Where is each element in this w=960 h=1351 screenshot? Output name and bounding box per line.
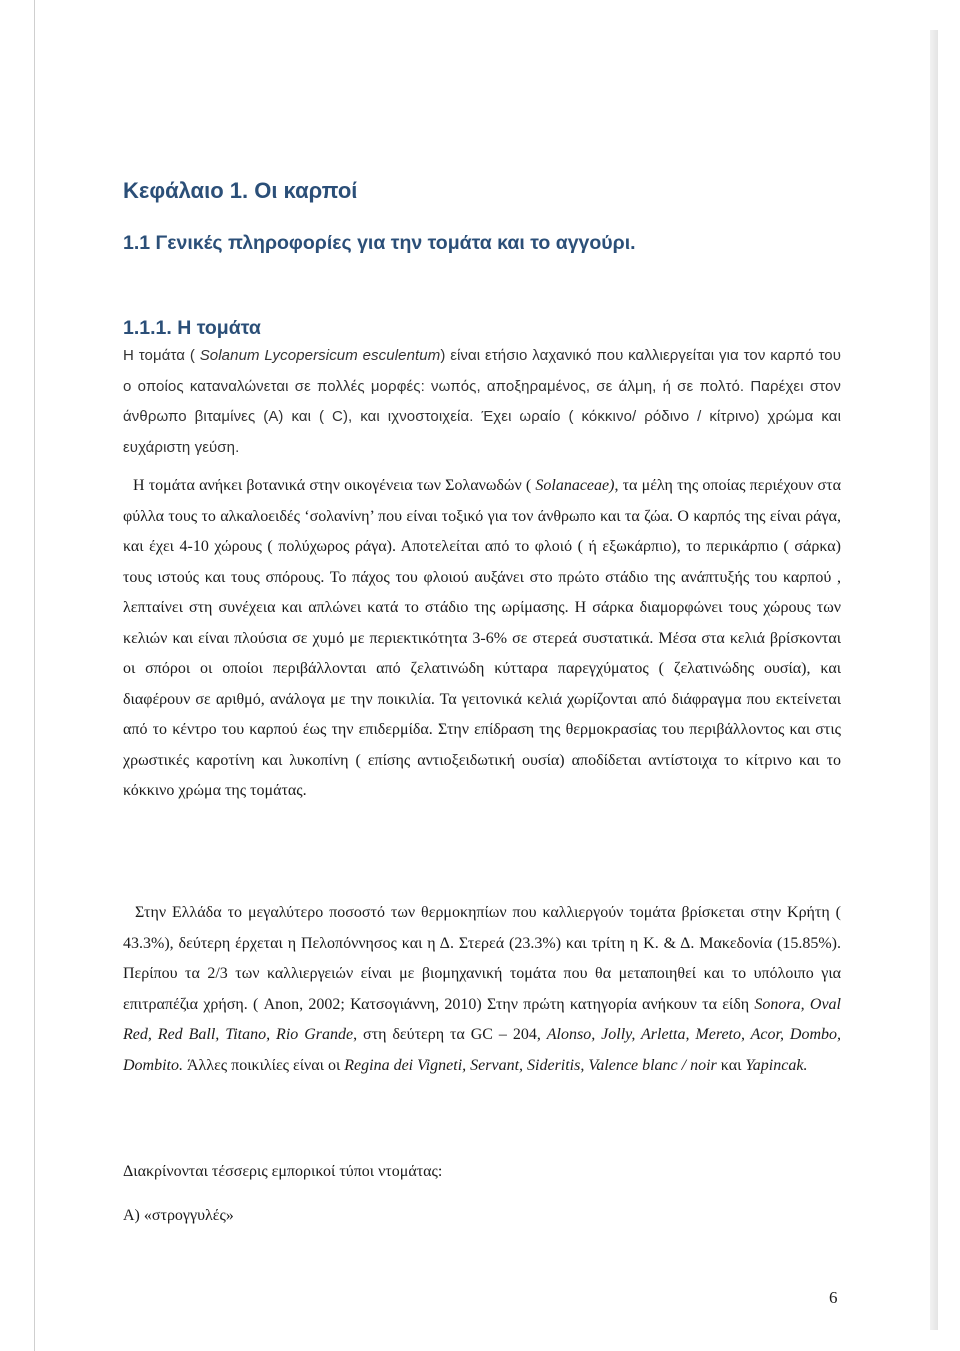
varieties-first: Sonora, Oval Red, Red Ball, Titano, Rio Grande <box>123 995 841 1043</box>
paragraph-tomato-intro <box>123 341 841 463</box>
text-run: και <box>716 1056 746 1074</box>
paragraph-greece-production <box>123 898 841 1081</box>
paragraph-commercial-types: Διακρίνονται τέσσερις εμπορικοί τύποι ντομάτας: <box>123 1163 443 1180</box>
text-run: ) είναι ετήσιο λαχανικό που καλλιεργείται για τον καρπό του ο οποίος καταναλώνεται σε πολλές μορφές: νωπός, αποξηραμένος, σε άλμη, ή σε πολτό. Παρέχει στον άνθρωπο βιταμίνες (Α) και ( C), και ιχνοστοιχεία. Έχει ωραίο ( κόκκινο/ ρόδινο / κίτρινο) χρώμα και ευχάριστη γεύση. <box>123 347 842 456</box>
page-right-edge <box>930 30 938 1330</box>
varieties-other: Regina dei Vigneti, Servant, Sideritis, Valence blanc / noir <box>344 1056 717 1074</box>
latin-name: Solanum Lycopersicum esculentum <box>199 347 441 364</box>
subsection-title: 1.1.1. Η τομάτα <box>123 317 261 339</box>
section-title: 1.1 Γενικές πληροφορίες για την τομάτα και το αγγούρι. <box>123 232 636 254</box>
text-run: , στη δεύτερη τα GC – 204, <box>353 1026 547 1043</box>
paragraph-botany <box>123 471 841 807</box>
variety-yapincak: Yapincak. <box>745 1056 808 1074</box>
text-run: Η τομάτα ( <box>123 347 200 364</box>
text-run: , τα μέλη της οποίας περιέχουν στα φύλλα τους το αλκαλοειδές ‘σολανίνη’ που είναι τοξικό για τον άνθρωπο και τα ζώα. Ο καρπός της είναι ράγα, και έχει 4-10 χώρους ( πολύχωρος ράγα). Αποτελείται από το φλοιό ( ή εξωκάρπιο), το περικάρπιο ( σάρκα) τους ιστούς και τους σπόρους. Το πάχος του φλοιού αυξάνει στο πρώτο στάδιο της ανάπτυξής του καρπού , λεπταίνει στη συνέχεια και απλώνει κατά το στάδιο της ωρίμασης. Η σάρκα διαμορφώνει τους χώρους των κελιών και είναι πλούσια σε χυμό με περιεκτικότητα 3-6% σε στερεά συστατικά. Μέσα στα κελιά βρίσκονται οι σπόροι οι οποίοι περιβάλλονται από ζελατινώδη κύτταρα παρεγχύματος ( ζελατινώδης ουσία), και διαφέρουν σε αριθμό, ανάλογα με την ποικιλία. Τα γειτονικά κελιά χωρίζονται από διάφραγμα που εκτείνεται από το κέντρο του καρπού έως την επιδερμίδα. Στην επίδραση της θερμοκρασίας του περιβάλλοντος και στις χρωστικές καροτίνη και λυκοπίνη ( επίσης αντιοξειδωτική ουσία) αποδίδεται αντίστοιχα το κίτρινο και το κόκκινο χρώμα της τομάτας. <box>123 477 841 799</box>
page-left-edge <box>34 0 35 1351</box>
text-run: Άλλες ποικιλίες είναι οι <box>183 1056 345 1074</box>
list-item-round: Α) «στρογγυλές» <box>123 1207 234 1224</box>
page-number: 6 <box>829 1288 838 1307</box>
chapter-title: Κεφάλαιο 1. Οι καρποί <box>123 178 358 203</box>
varieties-second: Alonso, Jolly, Arletta, Mereto, Acor, Dombo, Dombito. <box>123 1026 842 1074</box>
family-name: Solanaceae) <box>535 477 615 494</box>
text-run: Στην Ελλάδα το μεγαλύτερο ποσοστό των θερμοκηπίων που καλλιεργούν τομάτα βρίσκεται στην Κρήτη ( 43.3%), δεύτερη έρχεται η Πελοπόννησος και η Δ. Στερεά (23.3%) και τρίτη η Κ. & Δ. Μακεδονία (15.85%). Περίπου τα 2/3 των καλλιεργειών είναι με βιομηχανική τομάτα που θα μεταποιηθεί και το υπόλοιπο για επιτραπέζια χρήση. ( Anon, 2002; Κατσογιάννη, 2010) Στην πρώτη κατηγορία ανήκουν τα είδη <box>123 904 841 1013</box>
text-run: Η τομάτα ανήκει βοτανικά στην οικογένεια των Σολανωδών ( <box>133 477 536 494</box>
